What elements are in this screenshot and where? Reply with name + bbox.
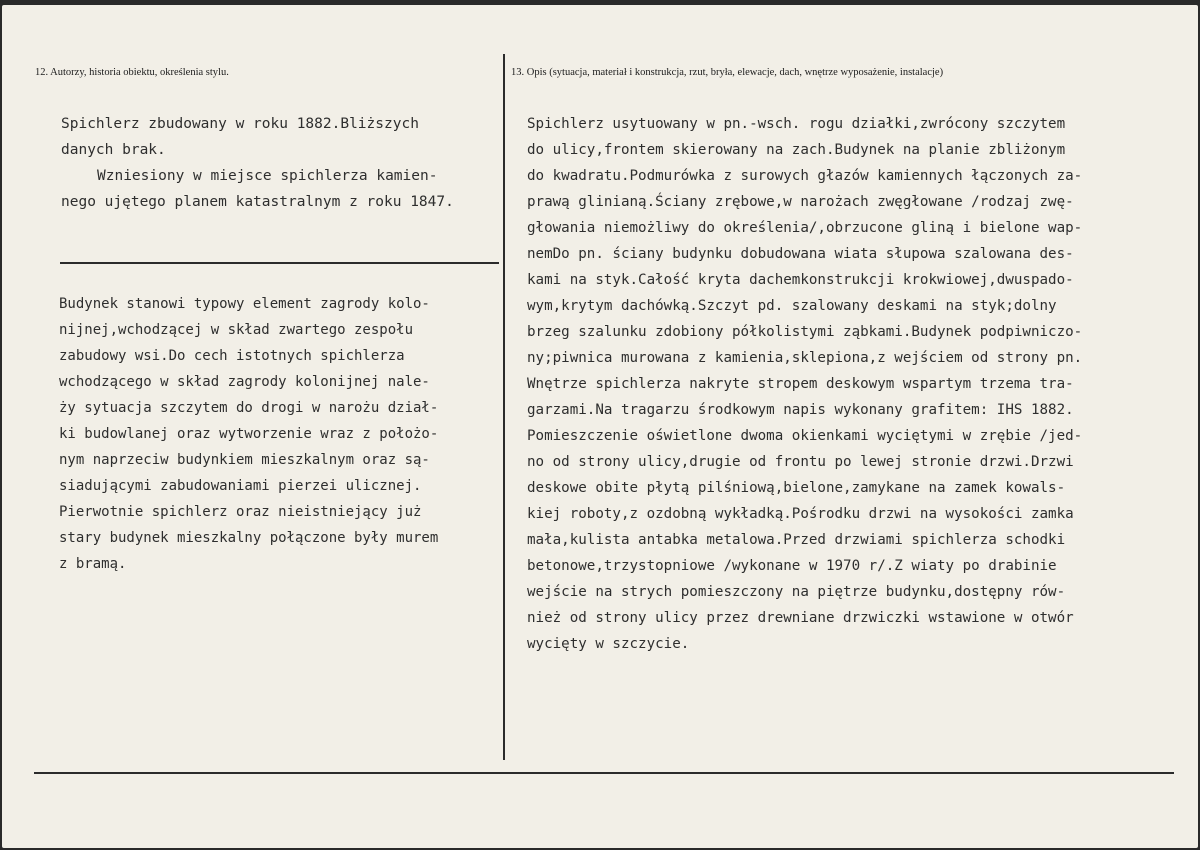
style-line: nym naprzeciw budynkiem mieszkalnym oraz są-: [59, 452, 430, 468]
history-text: [61, 111, 501, 215]
description-line: Wnętrze spichlerza nakryte stropem deskowym wspartym trzema tra-: [527, 376, 1074, 392]
description-line: wejście na strych pomieszczony na piętrze budynku,dostępny rów-: [527, 584, 1066, 600]
description-line: deskowe obite płytą pilśniową,bielone,zamykane na zamek kowals-: [527, 480, 1066, 496]
style-line: zabudowy wsi.Do cech istotnych spichlerza: [59, 348, 405, 364]
description-line: nież od strony ulicy przez drewniane drzwiczki wstawione w otwór: [527, 610, 1074, 626]
description-line: Spichlerz usytuowany w pn.-wsch. rogu działki,zwrócony szczytem: [527, 116, 1066, 132]
description-line: kiej roboty,z ozdobną wykładką.Pośrodku drzwi na wysokości zamka: [527, 506, 1074, 522]
column-divider: [503, 54, 505, 760]
style-line: Pierwotnie spichlerz oraz nieistniejący już: [59, 504, 422, 520]
style-line: ki budowlanej oraz wytworzenie wraz z położo-: [59, 426, 439, 442]
description-line: Pomieszczenie oświetlone dwoma okienkami wyciętymi w zrębie /jed-: [527, 428, 1083, 444]
description-line: brzeg szalunku zdobiony półkolistymi ząbkami.Budynek podpiwniczo-: [527, 324, 1083, 340]
description-line: wycięty w szczycie.: [527, 636, 690, 652]
style-text: [59, 291, 501, 577]
left-section-divider: [60, 262, 499, 264]
description-line: ny;piwnica murowana z kamienia,sklepiona,z wejściem od strony pn.: [527, 350, 1083, 366]
description-line: nemDo pn. ściany budynku dobudowana wiata słupowa szalowana des-: [527, 246, 1074, 262]
section-12-label: 12. Autorzy, historia obiektu, określenia stylu.: [35, 67, 229, 78]
style-line: siadującymi zabudowaniami pierzei ulicznej.: [59, 478, 422, 494]
history-line: Spichlerz zbudowany w roku 1882.Bliższych: [61, 116, 419, 132]
style-line: nijnej,wchodzącej w skład zwartego zespołu: [59, 322, 414, 338]
description-text: [527, 111, 1197, 657]
history-line: nego ujętego planem katastralnym z roku 1847.: [61, 194, 454, 210]
style-line: Budynek stanowi typowy element zagrody kolo-: [59, 296, 430, 312]
description-line: do ulicy,frontem skierowany na zach.Budynek na planie zbliżonym: [527, 142, 1066, 158]
description-line: mała,kulista antabka metalowa.Przed drzwiami spichlerza schodki: [527, 532, 1066, 548]
description-line: do kwadratu.Podmurówka z surowych głazów kamiennych łączonych za-: [527, 168, 1083, 184]
history-line: Wzniesiony w miejsce spichlerza kamien-: [97, 168, 438, 184]
description-line: betonowe,trzystopniowe /wykonane w 1970 r/.Z wiaty po drabinie: [527, 558, 1057, 574]
description-line: garzami.Na tragarzu środkowym napis wykonany grafitem: IHS 1882.: [527, 402, 1074, 418]
style-line: stary budynek mieszkalny połączone były murem: [59, 530, 439, 546]
description-line: prawą glinianą.Ściany zrębowe,w narożach zwęgłowane /rodzaj zwę-: [527, 194, 1074, 210]
style-line: wchodzącego w skład zagrody kolonijnej nale-: [59, 374, 430, 390]
description-line: kami na styk.Całość kryta dachemkonstrukcji krokwiowej,dwuspado-: [527, 272, 1074, 288]
section-13-label: 13. Opis (sytuacja, materiał i konstrukcja, rzut, bryła, elewacje, dach, wnętrze wyposażenie, instalacje): [511, 67, 944, 78]
bottom-rule: [34, 772, 1174, 774]
style-line: z bramą.: [59, 556, 127, 572]
description-line: głowania niemożliwy do określenia/,obrzucone gliną i bielone wap-: [527, 220, 1083, 236]
style-line: ży sytuacja szczytem do drogi w narożu dział-: [59, 400, 439, 416]
description-line: wym,krytym dachówką.Szczyt pd. szalowany deskami na styk;dolny: [527, 298, 1057, 314]
history-line: danych brak.: [61, 142, 166, 158]
description-line: no od strony ulicy,drugie od frontu po lewej stronie drzwi.Drzwi: [527, 454, 1074, 470]
